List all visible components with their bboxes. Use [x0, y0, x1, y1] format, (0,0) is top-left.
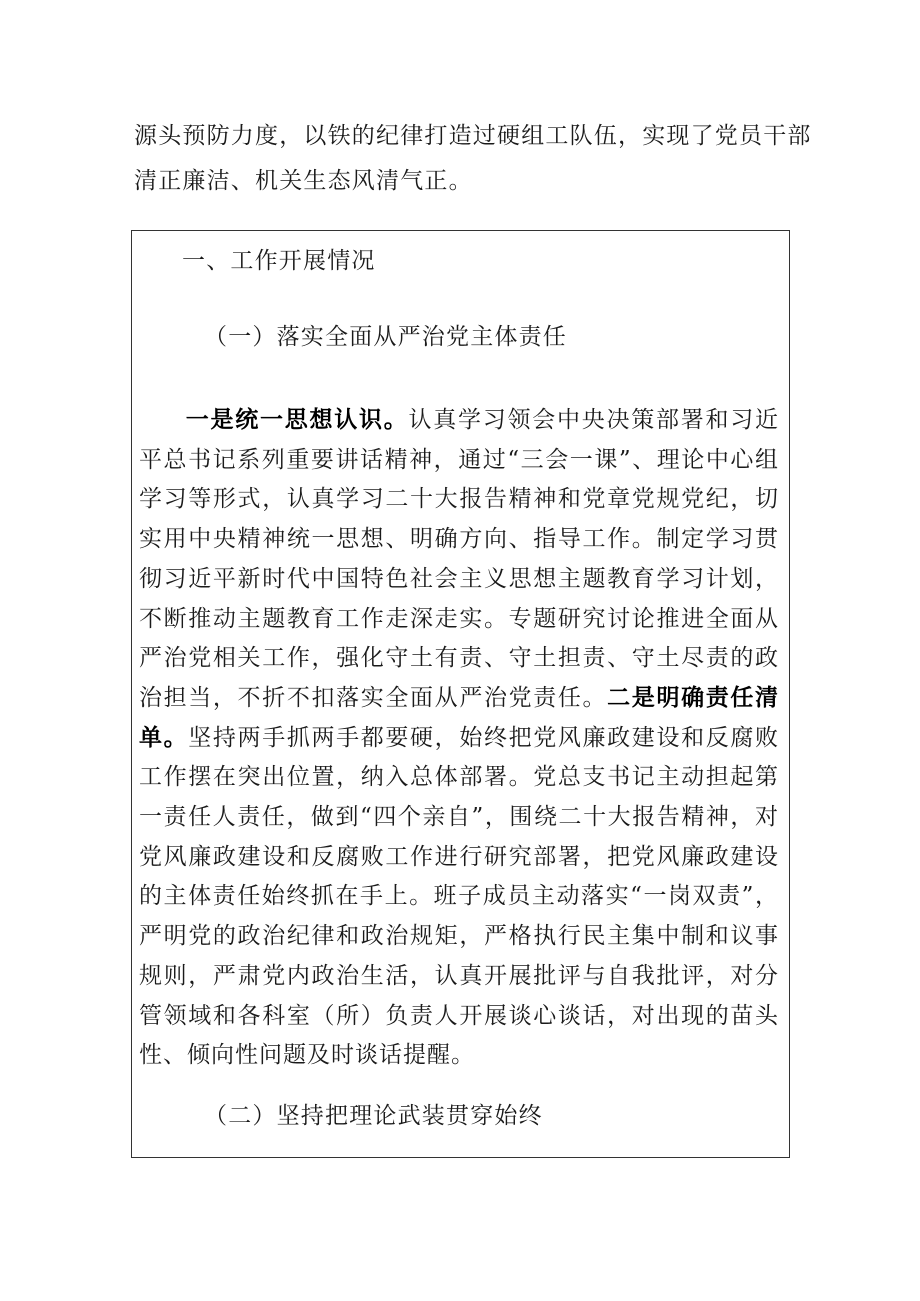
subsection-heading-2: （二）坚持把理论武装贯穿始终: [204, 1103, 543, 1129]
section-heading: 一、工作开展情况: [182, 248, 376, 274]
intro-line-1: 源头预防力度，以铁的纪律打造过硬组工队伍，实现了党员干部: [134, 123, 812, 149]
lead-phrase-1: 一是统一思想认识。: [185, 407, 409, 433]
body-text-2: 坚持两手抓两手都要硬，始终把党风廉政建设和反腐败工作摆在突出位置，纳入总体部署。党总支书记主动担起第一责任人责任，做到“四个亲自”，围绕二十大报告精神，对党风廉政建设和反腐败工作进行研究部署，把党风廉政建设的主体责任始终抓在手上。班子成员主动落实“一岗双责”，严明党的政治纪律和政治规矩，严格执行民主集中制和议事规则，严肃党内政治生活，认真开展批评与自我批评，对分管领域和各科室（所）负责人开展谈心谈话，对出现的苗头性、倾向性问题及时谈话提醒。: [139, 724, 780, 1069]
intro-paragraph: [134, 114, 812, 204]
subsection-heading-1: （一）落实全面从严治党主体责任: [204, 324, 567, 350]
body-text-1: 认真学习领会中央决策部署和习近平总书记系列重要讲话精神，通过“三会一课”、理论中心组学习等形式，认真学习二十大报告精神和党章党规党纪，切实用中央精神统一思想、明确方向、指导工作。制定学习贯彻习近平新时代中国特色社会主义思想主题教育学习计划，不断推动主题教育工作走深走实。专题研究讨论推进全面从严治党相关工作，强化守土有责、守土担责、守土尽责的政治担当，不折不扣落实全面从严治党责任。: [139, 407, 779, 711]
lead-phrase-2: 二是明确责任清单。: [139, 684, 780, 751]
content-frame: [131, 230, 790, 1158]
body-paragraph: [139, 401, 779, 1076]
intro-line-2: 清正廉洁、机关生态风清气正。: [134, 168, 473, 194]
